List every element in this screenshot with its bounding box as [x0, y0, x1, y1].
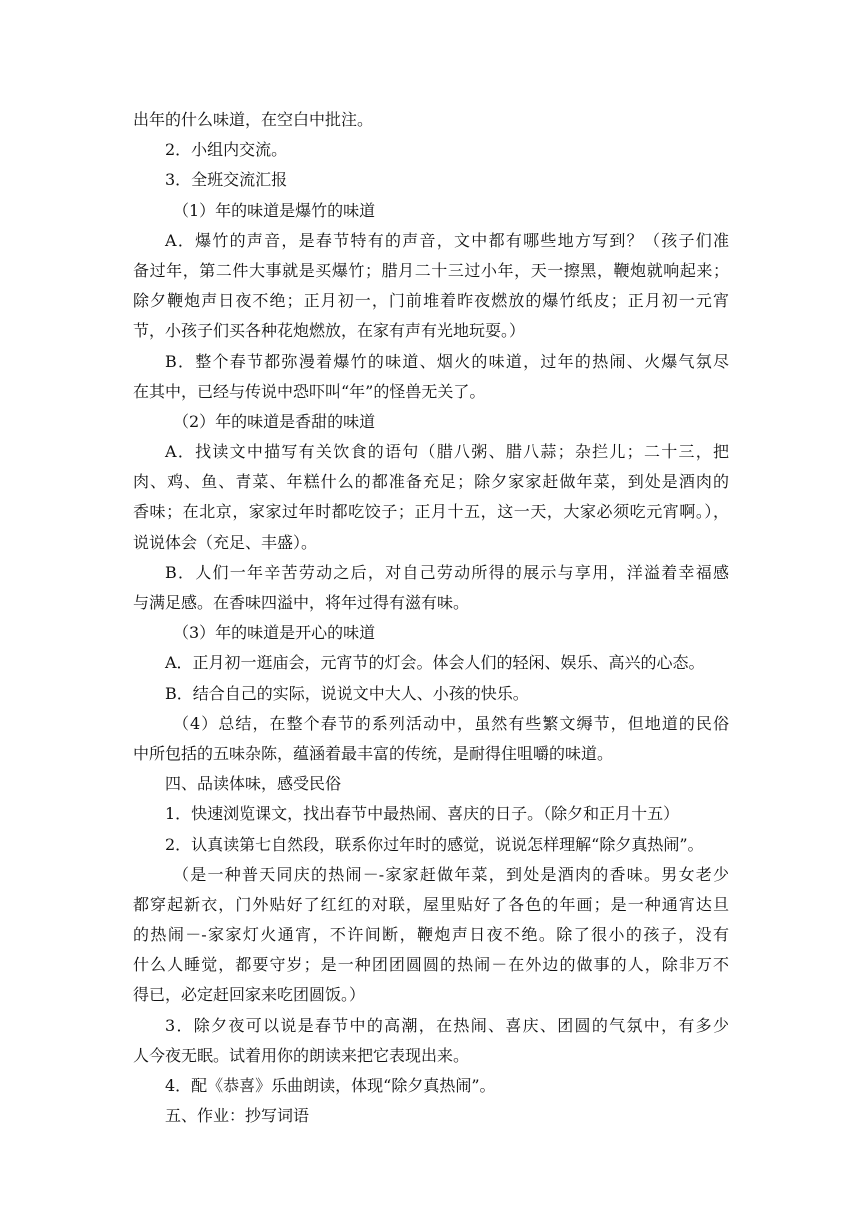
- paragraph-line: 在其中，已经与传说中恐吓叫“年”的怪兽无关了。: [133, 381, 486, 401]
- paragraph-line: A．正月初一逛庙会，元宵节的灯会。体会人们的轻闲、娱乐、高兴的心态。: [165, 653, 705, 673]
- paragraph-line: 五、作业：抄写词语: [165, 1106, 310, 1126]
- paragraph-line: 3．全班交流汇报: [165, 170, 288, 190]
- paragraph-line: 得已，必定赶回家来吃团圆饭。）: [133, 985, 366, 1005]
- paragraph-line: 的热闹－-家家灯火通宵，不许间断，鞭炮声日夜不绝。除了很小的孩子，没有: [133, 925, 729, 945]
- paragraph-line: 除夕鞭炮声日夜不绝；正月初一，门前堆着昨夜燃放的爆竹纸皮；正月初一元宵: [133, 291, 729, 311]
- paragraph-line: 肉、鸡、鱼、青菜、年糕什么的都准备充足；除夕家家赶做年菜，到处是酒肉的: [133, 472, 729, 492]
- paragraph-line: （是一种普天同庆的热闹－-家家赶做年菜，到处是酒肉的香味。男女老少: [173, 864, 729, 884]
- paragraph-line: 说说体会（充足、丰盛）。: [133, 532, 318, 552]
- paragraph-line: 出年的什么味道，在空白中批注。: [133, 110, 374, 129]
- paragraph-line: 备过年，第二件大事就是买爆竹；腊月二十三过小年，天一擦黑，鞭炮就响起来；: [133, 260, 729, 280]
- paragraph-line: 与满足感。在香味四溢中，将年过得有滋有味。: [133, 593, 470, 612]
- paragraph-line: 中所包括的五味杂陈，蕴涵着最丰富的传统，是耐得住咀嚼的味道。: [133, 743, 614, 763]
- paragraph-line: A．爆竹的声音，是春节特有的声音，文中都有哪些地方写到？（孩子们准: [165, 230, 729, 250]
- paragraph-line: （3）年的味道是开心的味道: [173, 623, 376, 643]
- paragraph-line: B．整个春节都弥漫着爆竹的味道、烟火的味道，过年的热闹、火爆气氛尽: [165, 351, 729, 371]
- document-body: [133, 105, 729, 1131]
- paragraph-line: 四、品读体味，感受民俗: [165, 774, 342, 794]
- paragraph-line: A．找读文中描写有关饮食的语句（腊八粥、腊八蒜；杂拦儿；二十三，把: [165, 442, 729, 462]
- paragraph-line: 节，小孩子们买各种花炮燃放，在家有声有光地玩耍。）: [133, 321, 526, 341]
- paragraph-line: 4．配《恭喜》乐曲朗读，体现“除夕真热闹”。: [165, 1076, 496, 1095]
- paragraph-line: 1．快速浏览课文，找出春节中最热闹、喜庆的日子。（除夕和正月十五）: [165, 804, 680, 824]
- paragraph-line: B．结合自己的实际，说说文中大人、小孩的快乐。: [165, 683, 529, 703]
- paragraph-line: 香味；在北京，家家过年时都吃饺子；正月十五，这一天，大家必须吃元宵啊。），: [133, 502, 729, 522]
- paragraph-line: 都穿起新衣，门外贴好了红红的对联，屋里贴好了各色的年画；是一种通宵达旦: [133, 894, 729, 914]
- paragraph-line: 2．认真读第七自然段，联系你过年时的感觉，说说怎样理解“除夕真热闹”。: [165, 834, 704, 854]
- paragraph-line: （2）年的味道是香甜的味道: [173, 411, 376, 431]
- paragraph-line: （1）年的味道是爆竹的味道: [173, 200, 376, 220]
- paragraph-line: B．人们一年辛苦劳动之后，对自己劳动所得的展示与享用，洋溢着幸福感: [165, 562, 729, 582]
- paragraph-line: 人今夜无眠。试着用你的朗读来把它表现出来。: [133, 1045, 470, 1065]
- paragraph-line: （4）总结，在整个春节的系列活动中，虽然有些繁文缛节，但地道的民俗: [173, 713, 729, 733]
- paragraph-line: 2．小组内交流。: [165, 140, 288, 160]
- paragraph-line: 3．除夕夜可以说是春节中的高潮，在热闹、喜庆、团圆的气氛中，有多少: [165, 1015, 729, 1035]
- paragraph-line: 什么人睡觉，都要守岁；是一种团团圆圆的热闹－在外边的做事的人，除非万不: [133, 955, 729, 975]
